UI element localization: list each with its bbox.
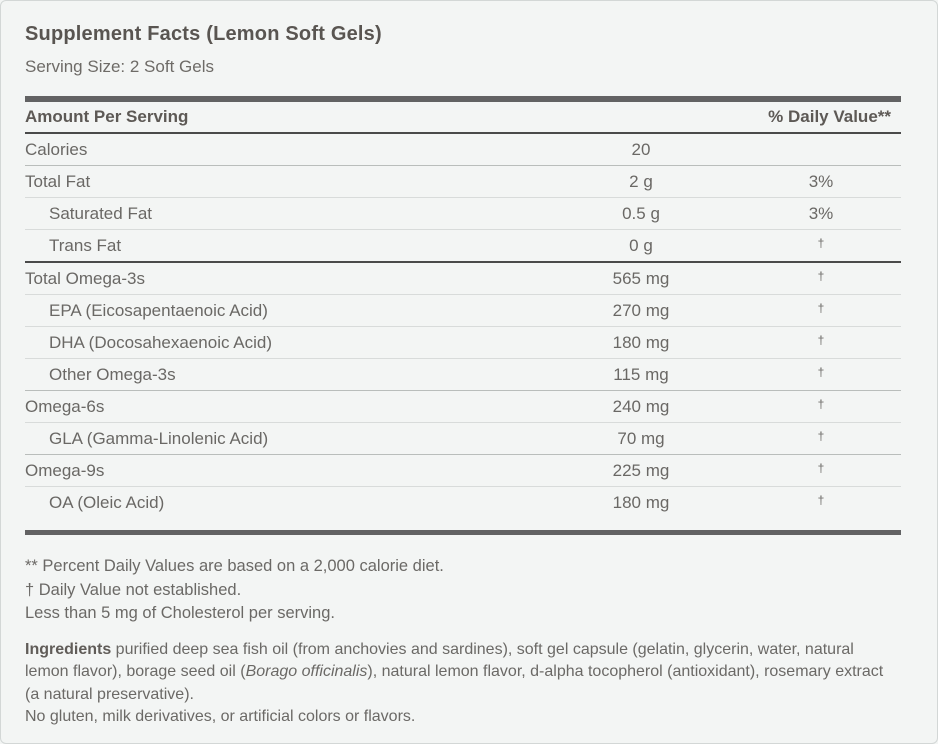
nutrient-name: EPA (Eicosapentaenoic Acid) (49, 300, 268, 320)
table-row (25, 134, 901, 165)
nutrient-name: Trans Fat (49, 235, 122, 255)
nutrient-daily-value: † (817, 235, 825, 250)
nutrient-name: Total Omega-3s (25, 268, 145, 288)
table-bottom-gap (25, 518, 901, 530)
ingredients-paragraph (25, 639, 901, 707)
serving-size-text: Serving Size: 2 Soft Gels (25, 57, 214, 76)
nutrient-amount: 2 g (629, 171, 653, 191)
footnote-not-established: † Daily Value not established. (25, 580, 242, 599)
nutrient-daily-value: † (817, 268, 825, 283)
table-row (25, 390, 901, 422)
daily-value-header: % Daily Value** (768, 107, 891, 126)
footnote-cholesterol: Less than 5 mg of Cholesterol per serving. (25, 604, 335, 622)
nutrient-daily-value: † (817, 364, 825, 379)
allergen-note: No gluten, milk derivatives, or artificial colors or flavors. (25, 708, 416, 725)
nutrient-amount: 565 mg (612, 268, 670, 288)
nutrient-name: OA (Oleic Acid) (49, 492, 165, 512)
footnote-daily-value: ** Percent Daily Values are based on a 2,000 calorie diet. (25, 557, 444, 575)
nutrient-daily-value: † (817, 332, 825, 347)
nutrient-daily-value: † (817, 428, 825, 443)
supplement-facts-panel (25, 1, 901, 729)
table-header-row (25, 102, 901, 134)
page-title: Supplement Facts (Lemon Soft Gels) (25, 23, 382, 45)
nutrient-amount: 270 mg (612, 300, 670, 320)
table-row (25, 358, 901, 390)
nutrient-amount: 20 (631, 139, 651, 159)
nutrient-amount: 0.5 g (622, 203, 660, 223)
nutrient-name: Omega-6s (25, 396, 105, 416)
nutrient-daily-value: † (817, 300, 825, 315)
nutrient-name: GLA (Gamma-Linolenic Acid) (49, 428, 269, 448)
ingredients-species: Borago officinalis (245, 663, 368, 680)
table-bottom-bar (25, 530, 901, 535)
nutrient-amount: 0 g (629, 235, 653, 255)
table-row (25, 486, 901, 518)
footnotes (25, 555, 901, 626)
nutrient-name: Saturated Fat (49, 203, 153, 223)
nutrient-name: Omega-9s (25, 460, 105, 480)
ingredients-label: Ingredients (25, 640, 112, 658)
table-row (25, 422, 901, 454)
nutrient-daily-value: 3% (808, 171, 834, 191)
table-row (25, 454, 901, 486)
table-row (25, 294, 901, 326)
nutrient-name: Total Fat (25, 171, 91, 191)
nutrient-amount: 180 mg (612, 492, 670, 512)
table-row (25, 261, 901, 294)
nutrient-daily-value: † (817, 492, 825, 507)
table-row (25, 165, 901, 197)
nutrient-name: Calories (25, 139, 88, 159)
ingredients-section (25, 639, 901, 729)
supplement-facts-table (25, 96, 901, 535)
nutrient-name: DHA (Docosahexaenoic Acid) (49, 332, 273, 352)
table-row (25, 326, 901, 358)
nutrient-daily-value: † (817, 460, 825, 475)
nutrient-amount: 115 mg (613, 364, 669, 384)
nutrient-daily-value: 3% (808, 203, 834, 223)
amount-per-serving-header: Amount Per Serving (25, 107, 189, 126)
table-row (25, 197, 901, 229)
nutrient-name: Other Omega-3s (49, 364, 176, 384)
nutrient-amount: 180 mg (612, 332, 670, 352)
ingredients-text-2: ), natural lemon flavor, d-alpha tocopherol (antioxidant), rosemary extract (a natural preservative). (25, 663, 884, 703)
table-row (25, 229, 901, 261)
nutrient-amount: 240 mg (612, 396, 670, 416)
ingredients-text-1: purified deep sea fish oil (from anchovies and sardines), soft gel capsule (gelatin, glycerin, water, natural lemon flavor), borage seed oil ( (25, 640, 854, 680)
nutrient-amount: 70 mg (617, 428, 665, 448)
nutrient-daily-value: † (817, 396, 825, 411)
nutrient-amount: 225 mg (612, 460, 670, 480)
